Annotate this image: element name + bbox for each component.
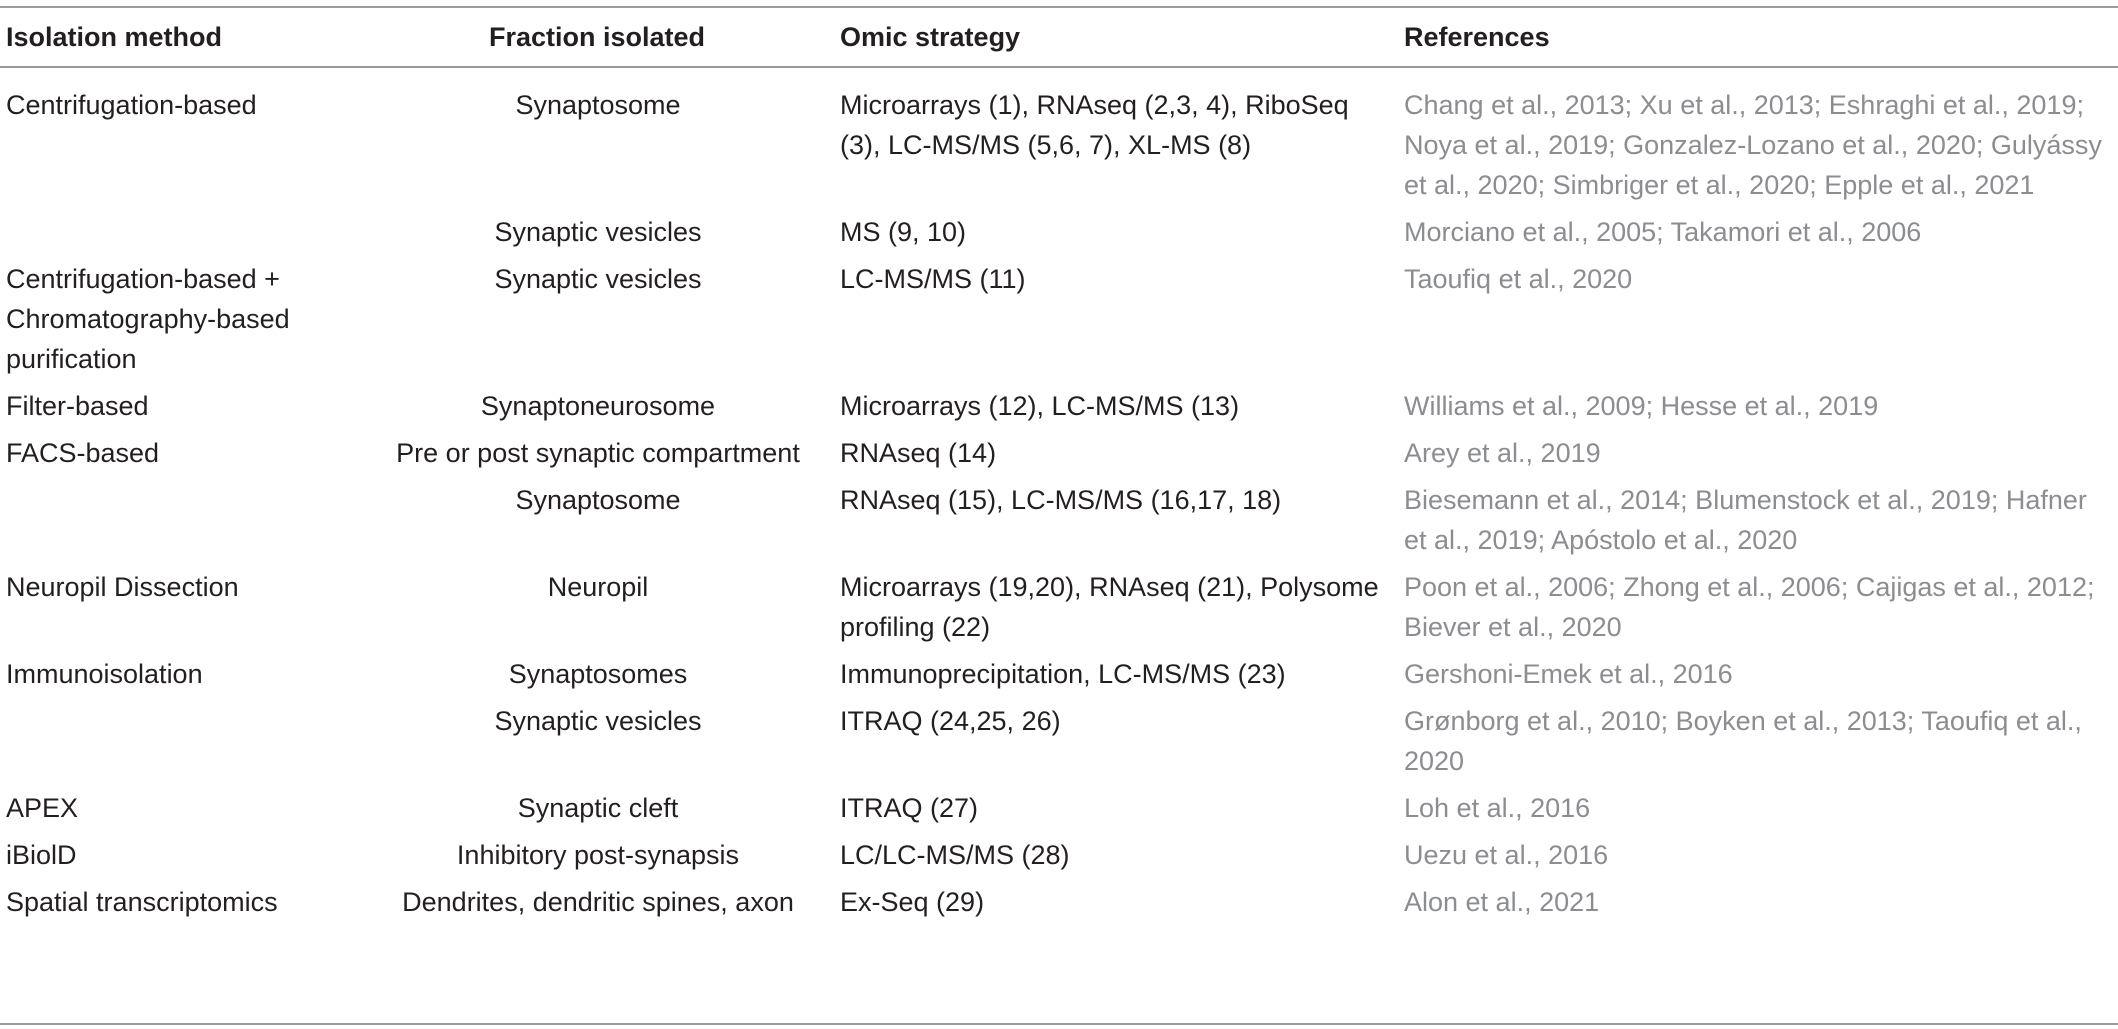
cell-strategy: ITRAQ (27) (840, 793, 979, 823)
cell-fraction: Synaptoneurosome (480, 391, 716, 421)
header-isolation-method: Isolation method (6, 21, 222, 52)
cell-references: Loh et al., 2016 (1404, 793, 1591, 823)
cell-fraction: Neuropil (547, 572, 649, 602)
header-row (0, 8, 2118, 66)
cell-strategy: Immunoprecipitation, LC-MS/MS (23) (840, 659, 1286, 689)
cell-isolation-method (0, 480, 378, 567)
table-row (0, 882, 2118, 929)
cell-references: Alon et al., 2021 (1404, 887, 1600, 917)
table-row (0, 259, 2118, 386)
method-text: Centrifugation-based + Chromatography-based purification (6, 264, 290, 374)
header-references: References (1404, 21, 1550, 52)
cell-strategy: LC-MS/MS (11) (840, 264, 1026, 294)
header-fraction-isolated: Fraction isolated (488, 21, 706, 52)
cell-fraction: Pre or post synaptic compartment (396, 438, 800, 468)
table-row (0, 212, 2118, 259)
cell-isolation-method (0, 212, 378, 259)
cell-references: Biesemann et al., 2014; Blumenstock et al., 2019; Hafner et al., 2019; Apóstolo et al., 2020 (1404, 485, 2087, 555)
cell-references: Morciano et al., 2005; Takamori et al., 2006 (1404, 217, 1922, 247)
cell-fraction: Synaptosome (515, 90, 681, 120)
cell-fraction: Inhibitory post-synapsis (456, 840, 740, 870)
cell-isolation-method: Spatial transcriptomics (6, 887, 278, 917)
table-row (0, 480, 2118, 567)
table-row (0, 66, 2118, 212)
cell-fraction: Synaptosomes (508, 659, 688, 689)
cell-isolation-method: Centrifugation-based (6, 90, 257, 120)
cell-strategy: Ex-Seq (29) (840, 887, 985, 917)
cell-fraction: Synaptic cleft (517, 793, 679, 823)
cell-fraction: Dendrites, dendritic spines, axon (402, 887, 794, 917)
table-row (0, 654, 2118, 701)
cell-strategy: LC/LC-MS/MS (28) (840, 840, 1070, 870)
cell-strategy: RNAseq (15), LC-MS/MS (16,17, 18) (840, 485, 1282, 515)
cell-references: Gershoni-Emek et al., 2016 (1404, 659, 1733, 689)
cell-references: Arey et al., 2019 (1404, 438, 1601, 468)
cell-references: Williams et al., 2009; Hesse et al., 2019 (1404, 391, 1879, 421)
cell-fraction: Synaptic vesicles (494, 217, 702, 247)
bottom-rule (0, 1023, 2118, 1025)
cell-isolation-method: APEX (6, 793, 79, 823)
omics-methods-table (0, 8, 2118, 929)
cell-isolation-method: Filter-based (6, 391, 149, 421)
cell-references: Chang et al., 2013; Xu et al., 2013; Eshraghi et al., 2019; Noya et al., 2019; Gonzalez-Lozano et al., 2020; Gulyássy et al., 2020; Simbriger et al., 2020; Epple et al., 2021 (1404, 90, 2102, 200)
table-row (0, 386, 2118, 433)
cell-references: Poon et al., 2006; Zhong et al., 2006; Cajigas et al., 2012; Biever et al., 2020 (1404, 572, 2095, 642)
cell-fraction: Synaptic vesicles (494, 264, 702, 294)
table-row (0, 567, 2118, 654)
cell-strategy: Microarrays (19,20), RNAseq (21), Polysome profiling (22) (840, 572, 1379, 642)
cell-isolation-method (0, 701, 378, 788)
cell-fraction: Synaptosome (515, 485, 681, 515)
cell-isolation-method: iBiolD (6, 840, 77, 870)
cell-isolation-method: Immunoisolation (6, 659, 203, 689)
table-row (0, 433, 2118, 480)
cell-strategy: Microarrays (1), RNAseq (2,3, 4), RiboSeq (3), LC-MS/MS (5,6, 7), XL-MS (8) (840, 90, 1349, 160)
cell-fraction: Synaptic vesicles (494, 706, 702, 736)
cell-references: Taoufiq et al., 2020 (1404, 264, 1633, 294)
cell-references: Uezu et al., 2016 (1404, 840, 1609, 870)
cell-strategy: ITRAQ (24,25, 26) (840, 706, 1061, 736)
cell-isolation-method: FACS-based (6, 438, 160, 468)
table-row (0, 788, 2118, 835)
cell-strategy: RNAseq (14) (840, 438, 997, 468)
header-omic-strategy: Omic strategy (840, 21, 1021, 52)
cell-isolation-method (0, 259, 378, 386)
cell-references: Grønborg et al., 2010; Boyken et al., 2013; Taoufiq et al., 2020 (1404, 706, 2082, 776)
cell-isolation-method: Neuropil Dissection (6, 572, 239, 602)
table-row (0, 835, 2118, 882)
table-row (0, 701, 2118, 788)
cell-strategy: MS (9, 10) (840, 217, 967, 247)
cell-strategy: Microarrays (12), LC-MS/MS (13) (840, 391, 1240, 421)
